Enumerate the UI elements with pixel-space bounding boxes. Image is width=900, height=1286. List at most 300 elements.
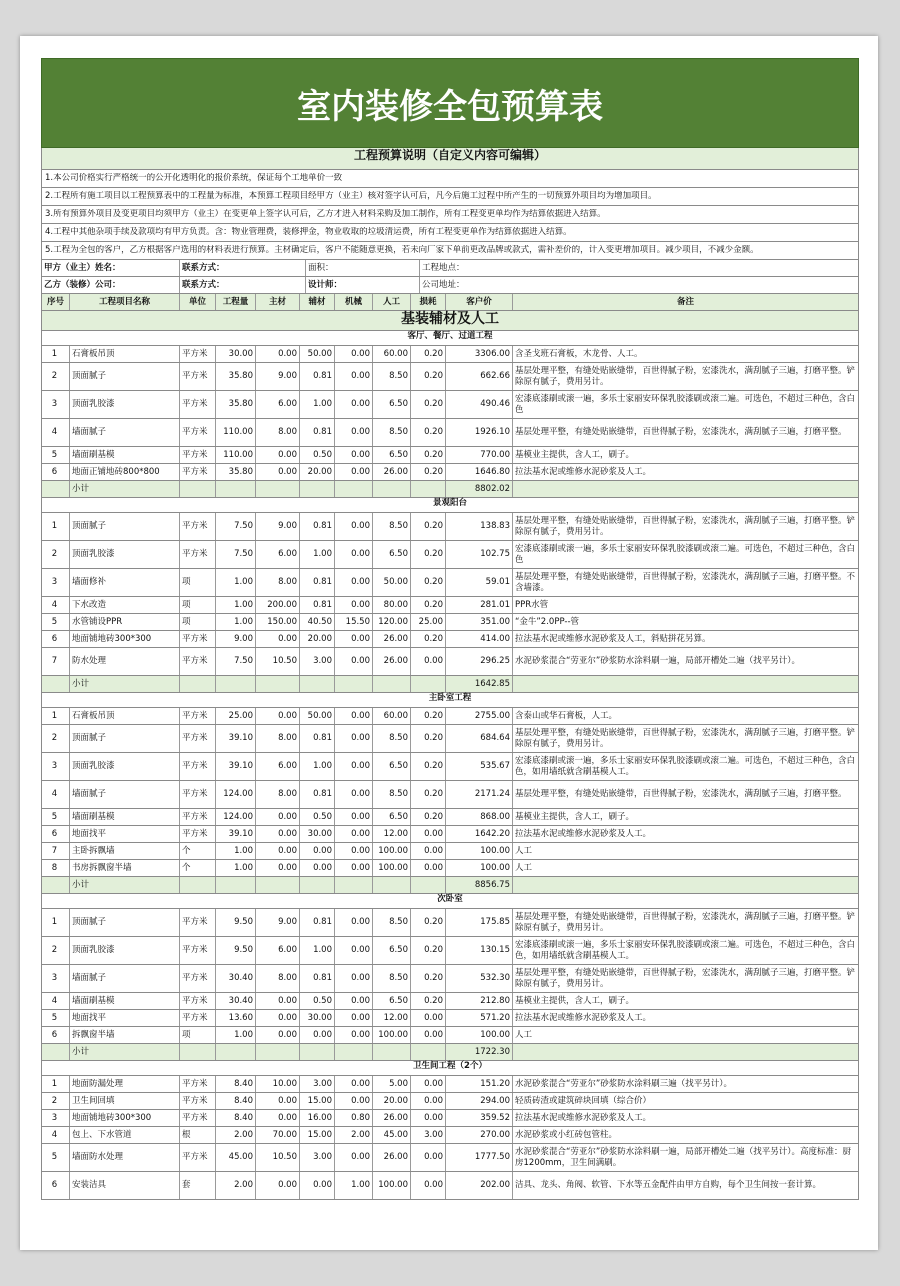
table-cell: 120.00	[373, 614, 411, 630]
table-cell: 0.20	[411, 363, 446, 390]
table-cell: 8.50	[373, 513, 411, 540]
table-cell: 平方米	[180, 708, 216, 724]
remark-cell: 含圣戈班石膏板，木龙骨、人工。	[515, 348, 643, 359]
table-cell: 20.00	[373, 1093, 411, 1109]
table-cell: 2	[42, 1093, 70, 1109]
table-cell: 书房拆飘窗半墙	[70, 860, 180, 876]
table-cell: 6	[42, 1172, 70, 1199]
table-cell	[373, 1044, 411, 1060]
table-cell: 0.20	[411, 937, 446, 964]
table-cell: 平方米	[180, 513, 216, 540]
table-cell: 5	[42, 1144, 70, 1171]
table-cell: 项	[180, 614, 216, 630]
remark-cell: 拉法基水泥或维修水泥砂浆及人工。	[515, 828, 652, 839]
table-cell: 0.00	[256, 1093, 300, 1109]
table-cell: 0.00	[335, 860, 373, 876]
table-cell: 地面防漏处理	[70, 1076, 180, 1092]
table-cell	[42, 1044, 70, 1060]
table-row	[41, 346, 859, 363]
table-cell: 平方米	[180, 965, 216, 992]
table-cell: 2	[42, 937, 70, 964]
table-cell: 7	[42, 843, 70, 859]
subtotal-row	[41, 676, 859, 693]
price-cell: 571.20	[446, 1010, 513, 1026]
address-label: 公司地址：	[422, 279, 465, 290]
table-row	[41, 1110, 859, 1127]
table-cell: 0.20	[411, 753, 446, 780]
table-cell: 26.00	[373, 464, 411, 480]
table-cell: 0.20	[411, 464, 446, 480]
table-cell: 0.50	[300, 447, 335, 463]
remark-cell: 基层处理平整，有缝处贴嵌缝带，百世得腻子粉，宏漆洗水，满刮腻子三遍，打磨平整。铲除原有腻子，费用另计。	[515, 365, 856, 387]
table-cell	[513, 676, 858, 692]
table-cell: 0.00	[411, 1076, 446, 1092]
table-cell: 25.00	[216, 708, 256, 724]
table-cell: 0.00	[256, 447, 300, 463]
remark-cell: 人工	[515, 862, 533, 873]
price-cell: 212.80	[446, 993, 513, 1009]
table-cell: 8.00	[256, 725, 300, 752]
table-cell	[335, 676, 373, 692]
table-cell: 1.00	[300, 937, 335, 964]
table-cell: 8.50	[373, 965, 411, 992]
table-cell: 6.50	[373, 937, 411, 964]
owner-label: 甲方（业主）姓名：	[42, 260, 180, 276]
table-cell: 0.00	[335, 909, 373, 936]
table-cell: 6.00	[256, 753, 300, 780]
table-cell: 0.00	[335, 513, 373, 540]
table-cell: 150.00	[256, 614, 300, 630]
table-cell: 3	[42, 1110, 70, 1126]
table-cell	[411, 1044, 446, 1060]
remark-cell: 基模业主提供，含人工，刷子。	[515, 995, 635, 1006]
table-row	[41, 447, 859, 464]
note-text: 5.工程为全包的客户，乙方根据客户选用的材料表进行预算。主材确定后，客户不能随意更换，若未向厂家下单前更改品牌或款式，需补差价的，计入变更增加项目。减少项目，不减少金额。	[45, 245, 759, 256]
table-cell: 0.00	[300, 860, 335, 876]
table-cell: 顶面乳胶漆	[70, 541, 180, 568]
table-cell: 15.00	[300, 1093, 335, 1109]
table-cell: 2	[42, 541, 70, 568]
table-cell	[373, 481, 411, 497]
table-cell: 0.00	[335, 826, 373, 842]
table-cell: 平方米	[180, 648, 216, 675]
table-cell: 平方米	[180, 909, 216, 936]
table-cell: 0.20	[411, 909, 446, 936]
table-cell: 9.00	[216, 631, 256, 647]
table-cell: 平方米	[180, 993, 216, 1009]
table-cell: 26.00	[373, 1144, 411, 1171]
table-cell: 0.00	[335, 843, 373, 859]
table-cell: 7.50	[216, 648, 256, 675]
table-cell: 26.00	[373, 1110, 411, 1126]
table-cell: 0.00	[256, 1010, 300, 1026]
price-cell: 868.00	[446, 809, 513, 825]
table-cell: 6.50	[373, 541, 411, 568]
table-cell: 0.81	[300, 597, 335, 613]
table-cell: 墙面腻子	[70, 781, 180, 808]
table-row	[41, 781, 859, 809]
table-cell: 124.00	[216, 781, 256, 808]
section-title: 工程预算说明（自定义内容可编辑）	[41, 148, 859, 170]
table-cell: 30.00	[300, 826, 335, 842]
price-cell: 414.00	[446, 631, 513, 647]
table-cell: 个	[180, 843, 216, 859]
table-row	[41, 1093, 859, 1110]
remark-cell: 基层处理平整，有缝处贴嵌缝带，百世得腻子粉，宏漆洗水，满刮腻子三遍，打磨平整。铲除原有腻子，费用另计。	[515, 911, 856, 933]
table-cell	[300, 1044, 335, 1060]
table-cell: 0.20	[411, 993, 446, 1009]
designer-label: 设计师：	[306, 277, 420, 293]
table-row	[41, 569, 859, 597]
table-cell: 0.00	[335, 725, 373, 752]
table-cell: 地面铺地砖300*300	[70, 631, 180, 647]
table-cell: 5	[42, 1010, 70, 1026]
table-cell: 10.50	[256, 1144, 300, 1171]
table-cell: 墙面刷基模	[70, 447, 180, 463]
table-cell: 0.00	[300, 1172, 335, 1199]
table-cell: 100.00	[373, 860, 411, 876]
remark-cell: 水泥砂浆混合“劳亚尔”砂浆防水涂料刷一遍，局部开槽处二遍（找平另计）。	[515, 656, 801, 667]
remark-cell: 洁具、龙头、角阀、软管、下水等五金配件由甲方自购，每个卫生间按一套计算。	[515, 1180, 822, 1191]
table-cell: 8.00	[256, 781, 300, 808]
price-cell: 130.15	[446, 937, 513, 964]
remark-cell: 水泥砂浆或小红砖包管柱。	[515, 1129, 618, 1140]
table-cell: 平方米	[180, 1010, 216, 1026]
table-cell: 平方米	[180, 631, 216, 647]
table-cell: 1.00	[216, 1027, 256, 1043]
note-line	[41, 206, 859, 224]
table-row	[41, 1172, 859, 1200]
table-cell: 8.50	[373, 909, 411, 936]
table-cell: 0.00	[335, 346, 373, 362]
table-cell: 0.81	[300, 419, 335, 446]
table-cell: 6.50	[373, 753, 411, 780]
table-cell: 6.00	[256, 391, 300, 418]
table-cell: 25.00	[411, 614, 446, 630]
table-cell: 1	[42, 909, 70, 936]
table-cell: 0.00	[335, 993, 373, 1009]
table-cell	[300, 877, 335, 893]
table-cell: 0.00	[335, 419, 373, 446]
table-cell: 0.00	[256, 843, 300, 859]
table-cell: 200.00	[256, 597, 300, 613]
price-cell: 102.75	[446, 541, 513, 568]
table-cell: 卫生间回填	[70, 1093, 180, 1109]
table-cell: 0.20	[411, 346, 446, 362]
table-cell: 6.50	[373, 391, 411, 418]
table-cell: 平方米	[180, 1093, 216, 1109]
table-cell: 15.50	[335, 614, 373, 630]
header-cell: 工程量	[216, 294, 256, 310]
table-cell: 5	[42, 614, 70, 630]
note-text: 3.所有预算外项目及变更项目均须甲方（业主）在变更单上签字认可后，乙方才进入材料采购及加工制作，所有工程变更单均作为结算依据进入结算。	[45, 209, 606, 220]
table-cell: 3.00	[300, 1144, 335, 1171]
table-cell: 套	[180, 1172, 216, 1199]
table-cell: 0.00	[256, 708, 300, 724]
company-label: 乙方（装修）公司：	[42, 277, 180, 293]
table-cell: 3.00	[411, 1127, 446, 1143]
table-cell: 0.00	[335, 597, 373, 613]
table-cell: 地面正铺地砖800*800	[70, 464, 180, 480]
header-cell: 备注	[676, 296, 694, 307]
table-cell: 0.00	[256, 826, 300, 842]
table-cell: 平方米	[180, 464, 216, 480]
header-cell: 工程项目名称	[70, 294, 180, 310]
table-cell: 2	[42, 725, 70, 752]
table-cell: 0.20	[411, 569, 446, 596]
price-cell: 138.83	[446, 513, 513, 540]
price-cell: 535.67	[446, 753, 513, 780]
table-cell: 100.00	[373, 1027, 411, 1043]
table-cell: 6	[42, 1027, 70, 1043]
table-cell: 0.00	[411, 1144, 446, 1171]
table-cell: 0.00	[335, 631, 373, 647]
table-cell: 7.50	[216, 541, 256, 568]
table-row	[41, 363, 859, 391]
table-cell: 9.50	[216, 937, 256, 964]
table-cell: 70.00	[256, 1127, 300, 1143]
table-cell	[300, 676, 335, 692]
table-cell: 50.00	[300, 708, 335, 724]
table-cell: 3	[42, 569, 70, 596]
note-line	[41, 242, 859, 260]
table-cell: 2	[42, 363, 70, 390]
table-cell: 平方米	[180, 346, 216, 362]
table-cell: 拆飘窗半墙	[70, 1027, 180, 1043]
note-text: 2.工程所有施工项目以工程预算表中的工程量为标准，本预算工程项目经甲方（业主）核对签字认可后，凡今后施工过程中所产生的一切预算外项目均为增加项目。	[45, 191, 657, 202]
table-cell: 50.00	[300, 346, 335, 362]
table-cell	[373, 676, 411, 692]
table-row	[41, 464, 859, 481]
price-cell: 2171.24	[446, 781, 513, 808]
table-cell: 平方米	[180, 447, 216, 463]
table-row	[41, 860, 859, 877]
table-cell: 0.00	[335, 648, 373, 675]
table-cell: 1.00	[300, 753, 335, 780]
table-row	[41, 708, 859, 725]
table-cell	[256, 877, 300, 893]
table-cell: 20.00	[300, 631, 335, 647]
table-cell: 0.00	[256, 631, 300, 647]
table-cell: 6	[42, 464, 70, 480]
table-cell: 0.20	[411, 597, 446, 613]
remark-cell: 基层处理平整，有缝处贴嵌缝带，百世得腻子粉，宏漆洗水，满刮腻子三遍，打磨平整。铲除原有腻子，费用另计。	[515, 967, 856, 989]
table-cell: 124.00	[216, 809, 256, 825]
table-cell: 石膏板吊顶	[70, 346, 180, 362]
budget-table	[41, 58, 859, 1200]
table-cell: 100.00	[373, 1172, 411, 1199]
table-cell: 8.50	[373, 781, 411, 808]
table-cell: 6.50	[373, 447, 411, 463]
table-cell: 0.20	[411, 541, 446, 568]
remark-cell: 宏漆底漆刷或滚一遍，多乐士家丽安环保乳胶漆刷或滚二遍。可选色，不超过三种色，含白色，如用墙纸就含刷基模人工。	[515, 755, 856, 777]
table-row	[41, 843, 859, 860]
table-row	[41, 1027, 859, 1044]
table-header-row	[41, 294, 859, 311]
table-cell: 墙面刷基模	[70, 809, 180, 825]
table-cell	[335, 481, 373, 497]
category-title: 基装辅材及人工	[41, 311, 859, 331]
table-cell: 45.00	[216, 1144, 256, 1171]
table-cell	[42, 676, 70, 692]
price-cell: 1642.20	[446, 826, 513, 842]
subtotal-value: 8856.75	[446, 877, 513, 893]
remark-cell: 宏漆底漆刷或滚一遍，多乐士家丽安环保乳胶漆刷或滚二遍。可选色，不超过三种色，含白色，如用墙纸就含刷基模人工。	[515, 939, 856, 961]
table-cell: 0.81	[300, 569, 335, 596]
table-cell: 10.00	[256, 1076, 300, 1092]
table-cell: 1	[42, 513, 70, 540]
table-cell: 包上、下水管道	[70, 1127, 180, 1143]
table-cell: 9.00	[256, 513, 300, 540]
table-cell: 平方米	[180, 391, 216, 418]
remark-cell: 基模业主提供，含人工，刷子。	[515, 449, 635, 460]
table-cell: 8.00	[256, 419, 300, 446]
table-cell: 1.00	[216, 860, 256, 876]
table-cell	[42, 877, 70, 893]
price-cell: 151.20	[446, 1076, 513, 1092]
table-cell: 0.00	[335, 1076, 373, 1092]
table-cell: 墙面腻子	[70, 965, 180, 992]
table-row	[41, 648, 859, 676]
price-cell: 100.00	[446, 843, 513, 859]
table-cell: 0.00	[335, 363, 373, 390]
table-cell: 4	[42, 1127, 70, 1143]
remark-cell: 基层处理平整，有缝处贴嵌缝带，百世得腻子粉，宏漆洗水，满刮腻子三遍，打磨平整。铲除原有腻子，费用另计。	[515, 515, 856, 537]
table-cell: 110.00	[216, 447, 256, 463]
table-cell: 2.00	[216, 1127, 256, 1143]
table-cell: 0.00	[335, 708, 373, 724]
table-cell: 8.50	[373, 363, 411, 390]
table-cell	[180, 676, 216, 692]
table-cell: 35.80	[216, 363, 256, 390]
subtotal-label: 小计	[70, 676, 180, 692]
table-cell: 8.40	[216, 1110, 256, 1126]
table-cell	[411, 877, 446, 893]
table-cell: 顶面腻子	[70, 513, 180, 540]
price-cell: 2755.00	[446, 708, 513, 724]
table-cell: 平方米	[180, 753, 216, 780]
table-row	[41, 419, 859, 447]
group-title: 次卧室	[41, 894, 859, 909]
table-cell: 3.00	[300, 1076, 335, 1092]
table-cell: 0.00	[411, 1110, 446, 1126]
table-cell: 5.00	[373, 1076, 411, 1092]
table-cell: 1	[42, 708, 70, 724]
table-cell: 0.20	[411, 809, 446, 825]
table-cell: 0.20	[411, 965, 446, 992]
table-cell: 16.00	[300, 1110, 335, 1126]
price-cell: 359.52	[446, 1110, 513, 1126]
table-cell: 0.00	[335, 569, 373, 596]
header-cell: 单位	[180, 294, 216, 310]
table-cell: 0.81	[300, 513, 335, 540]
table-cell: 3	[42, 753, 70, 780]
page-title: 室内装修全包预算表	[41, 58, 859, 148]
header-cell: 损耗	[411, 294, 446, 310]
remark-cell: 拉法基水泥或维修水泥砂浆及人工。	[515, 1012, 652, 1023]
table-cell: 0.00	[335, 447, 373, 463]
table-cell: 6.50	[373, 809, 411, 825]
table-cell: 0.00	[335, 781, 373, 808]
table-cell: 平方米	[180, 1144, 216, 1171]
table-cell: 39.10	[216, 826, 256, 842]
table-cell	[180, 1044, 216, 1060]
table-cell: 0.20	[411, 447, 446, 463]
price-cell: 100.00	[446, 1027, 513, 1043]
table-cell: 0.00	[335, 1027, 373, 1043]
table-cell	[180, 481, 216, 497]
table-cell: 0.00	[256, 1027, 300, 1043]
price-cell: 59.01	[446, 569, 513, 596]
table-cell: 9.50	[216, 909, 256, 936]
table-cell: 100.00	[373, 843, 411, 859]
table-cell: 1.00	[216, 597, 256, 613]
table-cell: 8.00	[256, 965, 300, 992]
paper-sheet	[20, 36, 878, 1250]
table-cell: 4	[42, 597, 70, 613]
table-cell: 1	[42, 1076, 70, 1092]
table-cell: 0.20	[411, 781, 446, 808]
price-cell: 490.46	[446, 391, 513, 418]
header-cell: 辅材	[300, 294, 335, 310]
table-cell: 8.40	[216, 1076, 256, 1092]
table-cell: 60.00	[373, 708, 411, 724]
table-cell	[256, 481, 300, 497]
table-cell: 6.00	[256, 541, 300, 568]
table-cell: 39.10	[216, 753, 256, 780]
table-cell: 0.00	[335, 937, 373, 964]
table-cell: 1.00	[216, 614, 256, 630]
table-cell	[411, 481, 446, 497]
note-text: 4.工程中其他杂项手续及款项均有甲方负责。含：物业管理费，装修押金，物业收取的垃圾清运费，所有工程变更单作为结算依据进入结算。	[45, 227, 572, 238]
subtotal-value: 1642.85	[446, 676, 513, 692]
table-cell	[216, 877, 256, 893]
table-cell	[300, 481, 335, 497]
table-cell: 60.00	[373, 346, 411, 362]
table-cell: 40.50	[300, 614, 335, 630]
table-cell: 12.00	[373, 1010, 411, 1026]
table-cell: 地面找平	[70, 1010, 180, 1026]
table-cell: 0.00	[335, 464, 373, 480]
table-cell: 15.00	[300, 1127, 335, 1143]
table-cell: 0.00	[256, 993, 300, 1009]
table-cell	[256, 1044, 300, 1060]
table-cell	[373, 877, 411, 893]
table-cell: 平方米	[180, 541, 216, 568]
table-cell: 39.10	[216, 725, 256, 752]
remark-cell: 基层处理平整，有缝处贴嵌缝带，百世得腻子粉，宏漆洗水，满刮腻子三遍，打磨平整。不含墙漆。	[515, 571, 856, 593]
table-cell: 35.80	[216, 464, 256, 480]
table-cell	[513, 481, 858, 497]
table-cell: 1.00	[300, 391, 335, 418]
header-cell: 机械	[335, 294, 373, 310]
note-line	[41, 188, 859, 206]
table-cell: 0.00	[256, 860, 300, 876]
remark-cell: 含泰山或华石膏板，人工。	[515, 710, 618, 721]
remark-cell: 基模业主提供，含人工，刷子。	[515, 811, 635, 822]
table-cell: 0.00	[335, 391, 373, 418]
price-cell: 294.00	[446, 1093, 513, 1109]
table-cell: 墙面防水处理	[70, 1144, 180, 1171]
table-cell: 0.00	[335, 1144, 373, 1171]
table-cell: 0.00	[256, 1172, 300, 1199]
table-cell: 110.00	[216, 419, 256, 446]
table-cell: 3.00	[300, 648, 335, 675]
table-cell	[180, 877, 216, 893]
table-cell: 4	[42, 781, 70, 808]
table-cell: 防水处理	[70, 648, 180, 675]
price-cell: 532.30	[446, 965, 513, 992]
